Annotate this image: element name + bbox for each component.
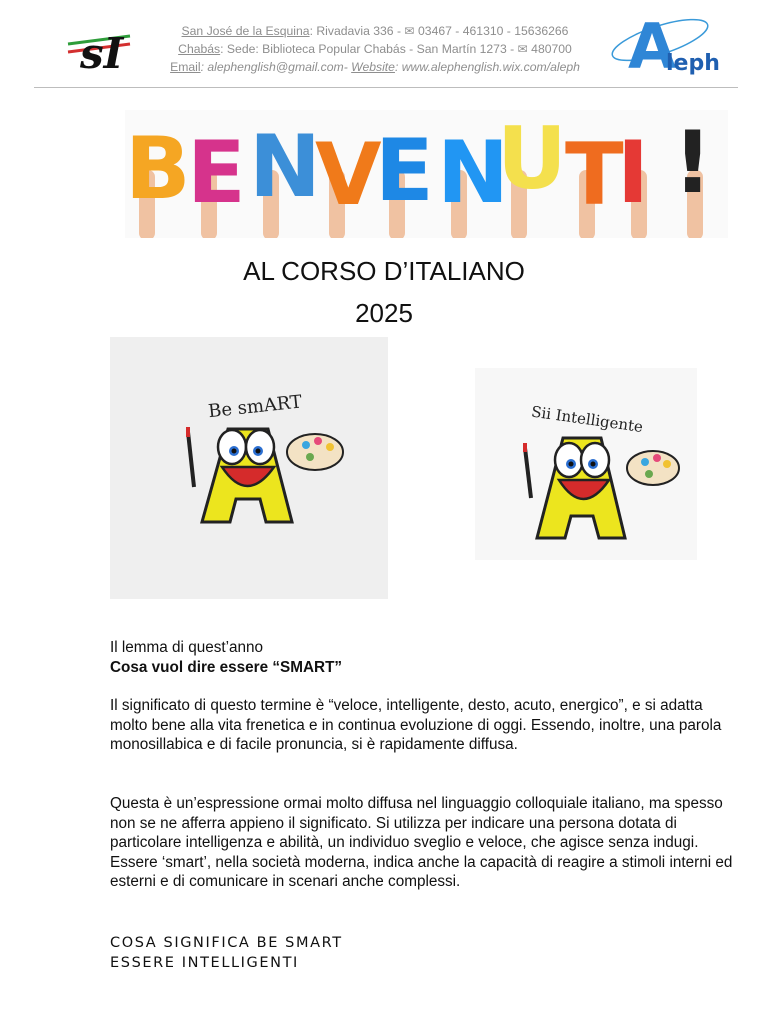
place-2: Chabás [178, 42, 221, 56]
header-divider [34, 87, 738, 88]
left-image-caption: Be smART [207, 391, 304, 423]
paragraph-usage: Questa è un’espressione ormai molto diffusa nel linguaggio colloquiale italiano, ma spesso non se ne afferra appieno il significato. Si utilizza per indicare una persona dotata di particolare intelligenza e abilità, un individuo sveglio e veloce, che agisce senza indugi. Essere ‘smart’, nella società moderna, indica anche la capacità di reagire a stimoli interni ed esterni e di comunicare in scenari anche complessi. [110, 795, 733, 890]
banner-letter: V [315, 125, 382, 225]
banner-letter: B [125, 119, 191, 219]
banner-letter: ! [673, 113, 713, 213]
paragraph-meaning: Il significato di questo termine è “veloce, intelligente, desto, acuto, energico”, e si adatta molto bene alla vita frenetica e in continua evoluzione di oggi. Essendo, inoltre, una parola monosillabica e di facile pronuncia, si è rapidamente diffusa. [110, 697, 722, 753]
letterhead [0, 0, 768, 90]
right-image-caption: Sii Intelligente [530, 402, 645, 437]
banner-letter: E [187, 123, 246, 223]
website-label: Website [351, 60, 395, 74]
heading-be-smart: COSA SIGNIFICA BE SMART [110, 935, 343, 951]
course-year: 2025 [355, 298, 413, 328]
contact-info [140, 22, 610, 76]
si-logo [66, 20, 132, 76]
lemma-block [110, 638, 740, 677]
banner-letter: N [249, 117, 321, 217]
banner-letter: T [565, 125, 624, 225]
logo-right-text: leph [666, 51, 720, 76]
place-2-details: : Sede: Biblioteca Popular Chabás - San Martín 1273 - ✉ 480700 [220, 42, 572, 56]
banner-letter: U [497, 110, 567, 209]
place-1: San José de la Esquina [181, 24, 310, 38]
aleph-logo [608, 6, 726, 76]
website-link[interactable]: : www.alephenglish.wix.com/aleph [394, 60, 580, 74]
lemma-intro: Il lemma di quest’anno [110, 639, 264, 656]
banner-letter: N [437, 123, 509, 223]
be-smart-illustration [110, 337, 388, 599]
heading-essere-intelligenti: ESSERE INTELLIGENTI [110, 955, 299, 971]
email-link[interactable]: : alephenglish@gmail.com- [200, 60, 352, 74]
logo-left-text: sI [80, 29, 124, 76]
logo-right-letter: A [628, 10, 676, 76]
course-title: AL CORSO D’ITALIANO [243, 256, 525, 286]
place-1-details: : Rivadavia 336 - ✉ 03467 - 461310 - 15636266 [309, 24, 569, 38]
sii-intelligente-illustration [475, 368, 697, 560]
banner-letter: E [375, 121, 434, 221]
benvenuti-banner [125, 110, 728, 238]
banner-letter: I [617, 123, 649, 223]
lemma-question: Cosa vuol dire essere “SMART” [110, 658, 343, 676]
email-label: Email [170, 60, 201, 74]
section-headings [110, 933, 343, 973]
